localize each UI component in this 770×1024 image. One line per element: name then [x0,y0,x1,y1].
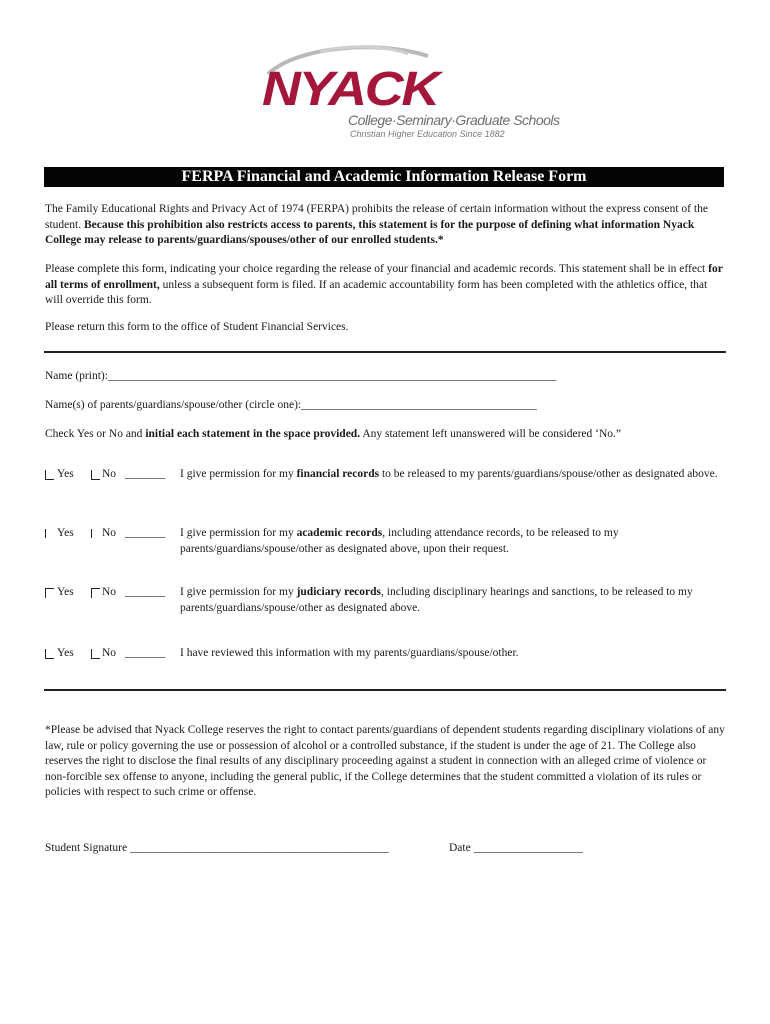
parents-name-field[interactable]: Name(s) of parents/guardians/spouse/other (circle one):_________________________________________ [45,399,537,411]
intro-paragraph: The Family Educational Rights and Privacy Act of 1974 (FERPA) prohibits the release of certain information without the express consent of the student. Because this prohibition also restricts access to parents, this statement is for the purpose of defining what information Nyack College may release to parents/guardians/spouses/other of our enrolled students.* [45,203,708,246]
student-signature-field[interactable]: Student Signature _____________________________________________ [45,842,389,854]
permission-text: I give permission for my financial records to be released to my parents/guardians/spouse/other as designated above. [180,468,718,480]
initial-field[interactable]: _______ [125,527,166,539]
yes-label: Yes [57,527,74,539]
yes-checkbox[interactable] [45,649,54,659]
yes-checkbox[interactable] [45,470,54,480]
no-label: No [102,647,117,659]
no-label: No [102,586,117,598]
return-paragraph: Please return this form to the office of Student Financial Services. [45,321,349,333]
yes-label: Yes [57,468,74,480]
check-instructions: Check Yes or No and initial each statement in the space provided. Any statement left unanswered will be considered ‘No.” [45,428,621,440]
yes-checkbox[interactable] [45,588,54,598]
instructions-paragraph: Please complete this form, indicating your choice regarding the release of your financial and academic records. This statement shall be in effect for all terms of enrollment, unless a subsequent form is filed. If an academic accountability form has been completed with the athletics office, that will override this form. [45,263,723,306]
yes-checkbox[interactable] [45,529,54,538]
permission-text: I have reviewed this information with my parents/guardians/spouse/other. [180,647,519,659]
nyack-logo [258,44,560,144]
date-field[interactable]: Date ___________________ [449,842,583,854]
form-title: FERPA Financial and Academic Information Release Form [44,167,724,187]
no-label: No [102,527,117,539]
yes-label: Yes [57,647,74,659]
divider-bottom [44,689,726,691]
permission-text: I give permission for my judiciary records, including disciplinary hearings and sanctions, to be released to my parents/guardians/spouse/other as designated above. [180,586,693,614]
logo-tagline: Christian Higher Education Since 1882 [350,129,505,139]
no-label: No [102,468,117,480]
logo-subtitle: College·Seminary·Graduate Schools [348,112,560,128]
no-checkbox[interactable] [91,470,100,480]
initial-field[interactable]: _______ [125,468,166,480]
no-checkbox[interactable] [91,529,100,538]
logo-wordmark: NYACK [262,63,438,116]
divider-top [44,351,726,353]
no-checkbox[interactable] [91,588,100,598]
initial-field[interactable]: _______ [125,586,166,598]
initial-field[interactable]: _______ [125,647,166,659]
no-checkbox[interactable] [91,649,100,659]
yes-label: Yes [57,586,74,598]
permission-text: I give permission for my academic records, including attendance records, to be released to my parents/guardians/spouse/other as designated above, upon their request. [180,527,619,555]
footnote-paragraph: *Please be advised that Nyack College reserves the right to contact parents/guardians of dependent students regarding disciplinary violations of any law, rule or policy governing the use or possession of alcohol or a controlled substance, if the student is under the age of 21. The College also reserves the right to disclose the final results of any disciplinary proceeding against a student in connection with an alleged crime of violence or non-forcible sex offense to anyone, including the general public, if the College determines that the student committed a violation of its rules or policies with respect to such crime or offense. [45,724,725,798]
name-print-field[interactable]: Name (print):______________________________________________________________________________ [45,370,557,382]
